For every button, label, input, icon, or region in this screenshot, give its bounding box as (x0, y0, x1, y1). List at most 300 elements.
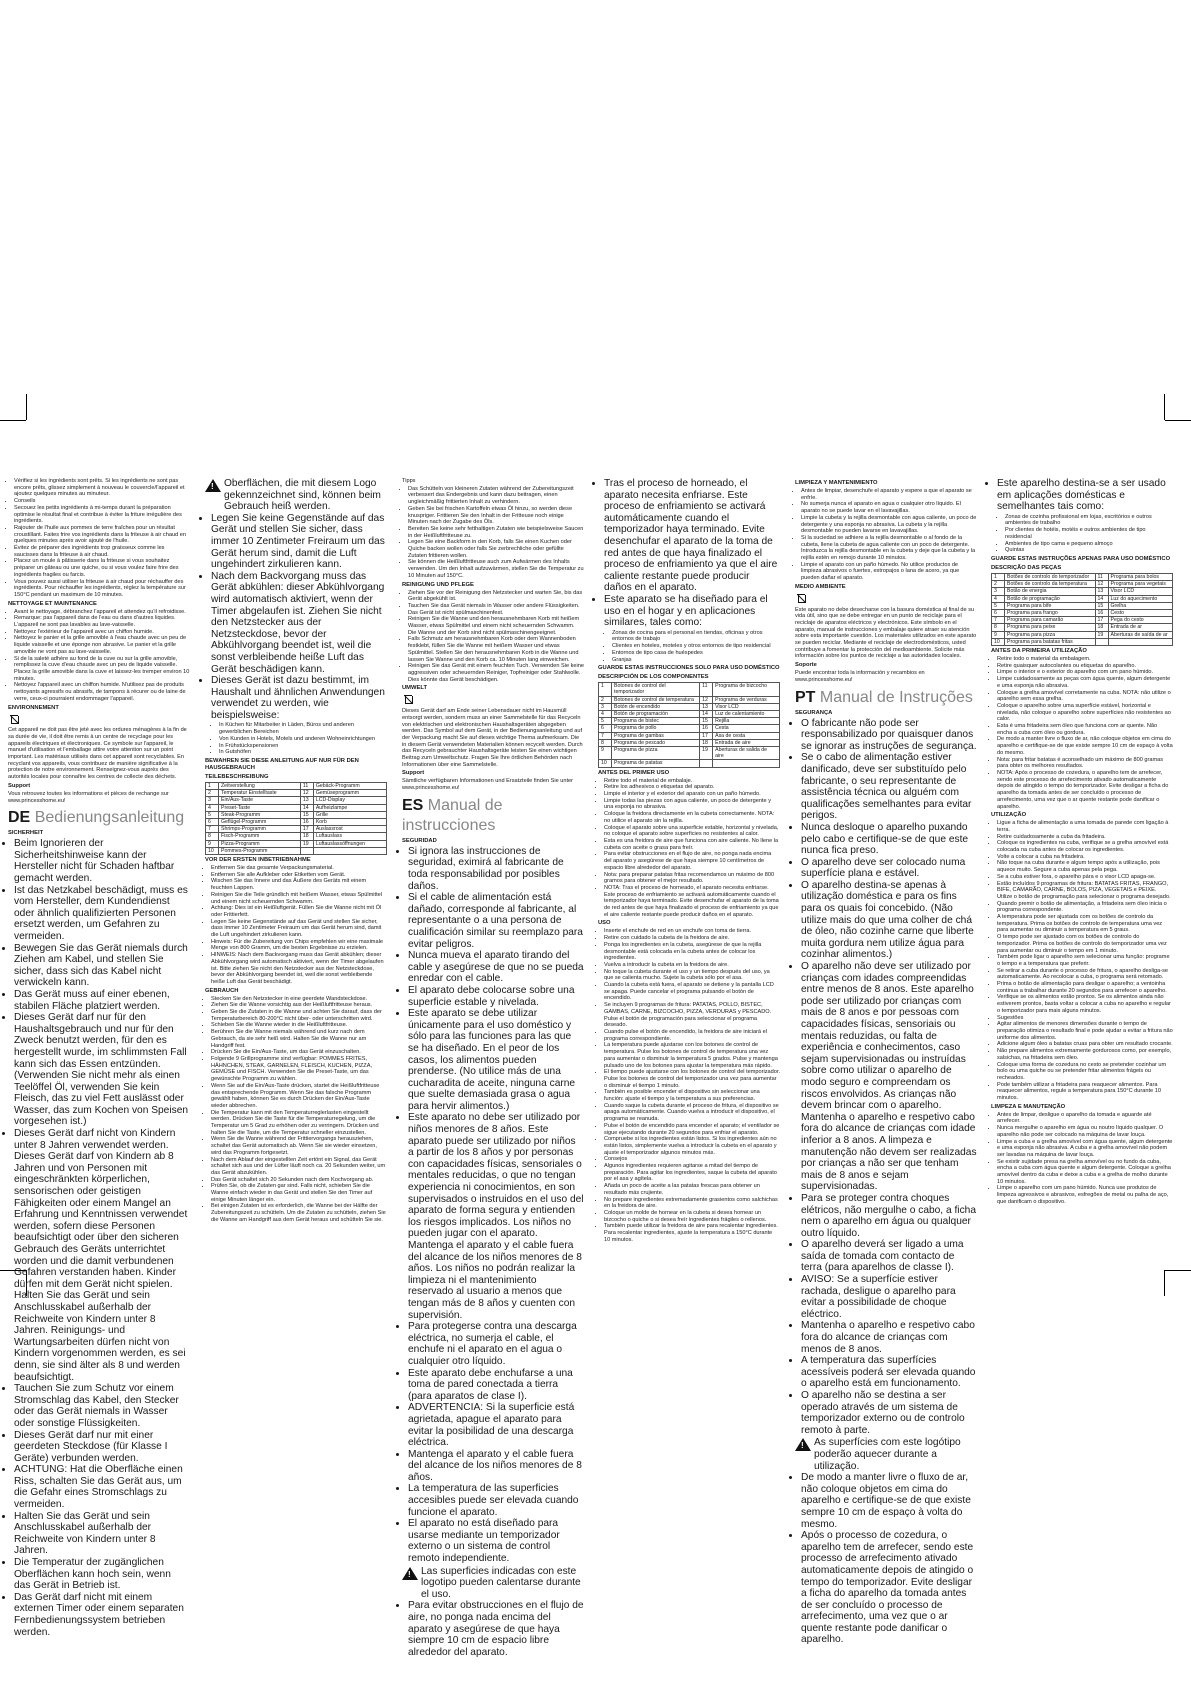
list-item: • No sumerja nunca el aparato en agua o cualquier otro líquido. El aparato no se puede lavar en el lavavajillas. (801, 501, 977, 514)
list-item: • Hinweis: Für die Zubereitung von Chips empfehlen wir eine maximale Menge von 800 Gramm, um die besten Ergebnisse zu erzielen. (211, 939, 387, 952)
de3-support-heading: Support (402, 770, 425, 777)
de2-use-heading: GEBRAUCH (205, 987, 239, 994)
list-item: • Prüfen Sie, ob die Zutaten gar sind. Falls nicht, schieben Sie die Wanne einfach wieder in das Gerät und stellen Sie den Timer auf einige Minuten länger ein. (211, 1183, 387, 1203)
list-item: • Ziehen Sie vor der Reinigung den Netzstecker und warten Sie, bis das Gerät abgekühlt ist. (408, 590, 584, 603)
table-cell: Programa para pizza (1005, 631, 1096, 638)
list-item: • O aparelho não se destina a ser operado através de um sistema de temporizador externo ou de controlo remoto à parte. (801, 1390, 977, 1436)
list-item: • ACHTUNG: Hat die Oberfläche einen Riss, schalten Sie das Gerät aus, um die Gefahr eines Stromschlags zu vermeiden. (14, 1464, 190, 1510)
list-item: • In Küchen für Mitarbeiter in Läden, Büros und anderen gewerblichen Bereichen (219, 722, 387, 735)
table-row (206, 811, 387, 818)
table-cell: Programa de pollo (612, 725, 700, 732)
list-item: • Nunca desloque o aparelho puxando pelo cabo e certifique-se de que este nunca fica preso. (801, 822, 977, 857)
list-item: • Das Schütteln von kleineren Zutaten während der Zubereitungszeit verbessert das Endergebnis und kann dazu beitragen, einen ungleichmäßig frittierten Inhalt zu verhindern. (408, 486, 584, 506)
table-cell: 7 (599, 732, 612, 739)
table-cell: Visor LCD (1108, 588, 1172, 595)
de-warn-text: Oberflächen, die mit diesem Logo gekennzeichnet sind, können beim Gebrauch heiß werden. (224, 478, 381, 513)
list-item: • Se o cabo de alimentação estiver danificado, deve ser substituído pelo fabricante, o seu representante de assistência técnica ou alguém com qualificações semelhantes para evitar perigos. (801, 752, 977, 822)
table-cell: 17 (1095, 617, 1108, 624)
table-cell: 10 (992, 638, 1005, 645)
column-es-2 (598, 478, 780, 1263)
table-cell: Pega do cesto (1108, 617, 1172, 624)
pt-safety-list (795, 718, 977, 1437)
table-row (599, 683, 780, 696)
de2-use-list (205, 996, 387, 1224)
es4-safety-list (598, 478, 780, 629)
list-item: • Se existir sujidade presa na grelha amovível ou no fundo da cuba, encha a cuba com água quente e algum detergente. Coloque a grelha amovível dentro da cuba e deixe a cuba e a grelha de molho durante 10 minutos. (997, 1159, 1173, 1186)
list-item: • Dieses Gerät darf nicht von Kindern unter 8 Jahren verwendet werden. Dieses Gerät darf von Kindern ab 8 Jahren und von Personen mit eingeschränkten körperlichen, sensorischen oder geistigen Fähigkeiten oder einem Mangel an Erfahrung und Kenntnissen verwendet werden, sofern diese Personen beaufsichtigt oder über den sicheren Gebrauch des Geräts unterrichtet worden und die damit verbundenen Gefahren verstanden haben. Kinder dürfen mit dem Gerät nicht spielen. Halten Sie das Gerät und sein Anschlusskabel außerhalb der Reichweite von Kindern unter 8 Jahren. Reinigungs- und Wartungsarbeiten dürfen nicht von Kindern vorgenommen werden, es sei denn, sie sind älter als 8 und werden beaufsichtigt. (14, 1128, 190, 1383)
list-item: • A temperatura das superfícies acessíveis poderá ser elevada quando o aparelho está em funcionamento. (801, 1355, 977, 1390)
table-cell: Entrada de aire (713, 739, 780, 746)
table-cell: Cesto (1108, 610, 1172, 617)
list-item: • Si de la saleté adhère au fond de la cuve ou sur la grille amovible, remplissez la cuve d'eau chaude avec un peu de liquide vaisselle. Placez la grille amovible dans la cuve et laissez-les tremper environ 10 minutes. (14, 656, 190, 683)
list-item: • Também pode ligar o aparelho sem selecionar uma função: programe o tempo e a temperatura que preferir. (997, 954, 1173, 967)
list-item: • Coloque os ingredientes na cuba, verifique se a grelha amovível está colocada na cuba antes de colocar os ingredientes. (997, 840, 1173, 853)
pt6-use-list (991, 820, 1173, 1102)
table-row (992, 638, 1173, 645)
table-cell: Aufheizlampe (313, 804, 386, 811)
list-item: • Retire todo o material da embalagem. (997, 656, 1173, 663)
wheelie-bin-icon (404, 694, 412, 704)
table-cell: 17 (700, 732, 713, 739)
warning-triangle-icon (795, 1438, 811, 1451)
list-item: • NOTA: Tras el proceso de horneado, el aparato necesita enfriarse. Este proceso de enfriamiento se activará automáticamente cuando el temporizador haya terminado. Evite desenchufar el aparato de la toma de red antes de que haya finalizado el proceso de enfriamiento ya que el aire caliente restante puede producir daños en el aparato. (604, 885, 780, 919)
list-item: • Retire con cuidado la cubeta de la freidora de aire. (604, 935, 780, 942)
list-item: • Wenn Sie die Wanne während der Frittiervorgangs herausziehen, schaltet das Gerät automatisch ab. Wenn Sie sie wieder einsetzen, wird das Programm fortgesetzt. (211, 1136, 387, 1156)
table-row (992, 617, 1173, 624)
list-item: • Se incluyen 9 programas de fritura: PATATAS, POLLO, BISTEC, GAMBAS, CARNE, BIZCOCHO, PIZZA, VERDURAS y PESCADO. Pulse el botón de programación para seleccionar el programa deseado. (604, 1002, 780, 1029)
list-item: • Legen Sie eine Backform in den Korb, falls Sie einen Kuchen oder Quiche backen wollen oder falls Sie zerbrechliche oder gefüllte Zutaten frittieren wollen. (408, 539, 584, 559)
list-item: • Dieses Gerät darf nur für den Haushaltsgebrauch und nur für den Zweck benutzt werden, für den es hergestellt wurde, im schlimmsten Fall kann sich das Essen entzünden. (Verwenden Sie nicht mehr als einen Teelöffel Öl, verwenden Sie kein Fleisch, das zu viel Fett auslässt oder Wasser, das zum Kochen von Speisen vorgesehen ist.) (14, 1012, 190, 1128)
list-item: • Rajouter de l'huile aux pommes de terre fraîches pour un résultat croustillant. Faites frire vos ingrédients dans la friteuse à air chaud en quelques minutes après avoir ajouté de l'huile. (14, 525, 190, 545)
list-item: • Este aparato se debe utilizar únicamente para el uso doméstico y sólo para las funciones para las que se ha diseñado. En el peor de los casos, los alimentos pueden prenderse. (No utilice más de una cucharadita de aceite, ninguna carne que suelte demasiada grasa o agua para hervir alimentos.) (408, 1008, 584, 1112)
list-item: • Vérifiez si les ingrédients sont prêts. Si les ingrédients ne sont pas encore prêts, glissez simplement à nouveau le couvercle/l'appareil et ajoutez quelques minutes au minuteur. (14, 478, 190, 498)
list-item: • Consejos (604, 1156, 780, 1163)
table-cell: Botón de encendido (612, 703, 700, 710)
table-cell (1108, 638, 1172, 645)
list-item: • Antes de limpar, desligue o aparelho da tomada e aguarde até arrefecer. (997, 1112, 1173, 1125)
fr-env-text: Cet appareil ne doit pas être jeté avec les ordures ménagères à la fin de sa durée de vie, il doit être remis à un centre de recyclage pour les appareils électriques et électroniques. Ce symbole sur l'appareil, le manuel d'utilisation et l'emballage attire votre attention sur un point important. Les matériaux utilisés dans cet appareil sont recyclables. En recyclant vos appareils, vous contribuez de manière significative à la protection de notre environnement. Renseignez-vous auprès des autorités locales pour connaître les centres de collecte des déchets. (8, 727, 187, 781)
table-cell: 5 (599, 718, 612, 725)
list-item: • Sugestões (997, 1015, 1173, 1022)
table-cell: Programa de gambas (612, 732, 700, 739)
es-title-rest: Manual de instrucciones (402, 796, 503, 834)
table-cell: 9 (599, 747, 612, 760)
list-item: • Falls Schmutz am herausnehmbaren Korb oder dem Wannenboden festklebt, füllen Sie die Wanne mit heißem Wasser und etwas Spülmittel. Stellen Sie den herausnehmbaren Korb in die Wanne und lassen Sie Wanne und den Korb ca. 10 Minuten lang einweichen. (408, 636, 584, 663)
table-cell: 5 (992, 602, 1005, 609)
table-cell: 4 (599, 711, 612, 718)
column-fr-de (8, 478, 190, 1638)
de2-parts-table (205, 782, 387, 855)
table-cell: 6 (206, 819, 219, 826)
list-item: • Agitar alimentos de menores dimensões durante o tempo de preparação otimiza o resultado final e pode ajudar a evitar a fritura não uniforme dos alimentos. (997, 1021, 1173, 1041)
es5-env-heading: MEDIO AMBIENTE (795, 583, 846, 590)
pt-warn-after-item: • De modo a manter livre o fluxo de ar, não coloque objetos em cima do aparelho e certifique-se de que existe sempre 10 cm de espaço à volta do mesmo. (801, 1472, 977, 1530)
list-item: • Entfernen Sie alle Aufkleber oder Etiketten vom Gerät. (211, 872, 387, 879)
table-cell: Aberturas de salida de aire (713, 747, 780, 760)
table-cell: Luz de calentamiento (713, 711, 780, 718)
table-cell: 19 (700, 747, 713, 760)
list-item: • Quando premir o botão de alimentação, a fritadeira sem óleo inicia o programa correspondente. (997, 901, 1173, 914)
de3-clean-heading: REINIGUNG UND PFLEGE (402, 581, 474, 588)
list-item: • Bei einigen Zutaten ist es erforderlich, die Wanne bei der Hälfte der Zubereitungszeit zu schütteln. Um die Zutaten zu schütteln, ziehen Sie die Wanne am Handgriff aus dem Gerät heraus und schütteln Sie sie. (211, 1203, 387, 1223)
list-item: • Cuando pulse el botón de encendido, la freidora de aire iniciará el programa correspondiente. (604, 1029, 780, 1042)
list-item: • Évitez de préparer des ingrédients trop graisseux comme les saucisses dans la friteuse à air chaud. (14, 545, 190, 558)
list-item: • Compruebe si los ingredientes están listos. Si los ingredientes aún no están listos, simplemente vuelva a introducir la cubeta en el aparato y ajuste el temporizador algunos minutos más. (604, 1136, 780, 1156)
table-row (206, 804, 387, 811)
table-cell: Steak-Programm (219, 811, 301, 818)
list-item: • Nach dem Backvorgang muss das Gerät abkühlen: dieser Abkühlvorgang wird automatisch aktiviert, wenn der Timer abgelaufen ist. Ziehen Sie nicht den Netzstecker aus der Netzsteckdose, bevor der Abkühlvorgang beendet ist, weil die sonst verbleibende heiße Luft das Gerät beschädigen kann. (211, 571, 387, 675)
es5-support-text: Puede encontrar toda la información y recambios en www.princesshome.eu! (795, 670, 925, 683)
list-item: • El aparato debe colocarse sobre una superficie estable y nivelada. (408, 985, 584, 1008)
list-item: • Drücken Sie die Ein/Aus-Taste, um das Gerät einzuschalten. (211, 1049, 387, 1056)
table-cell: 6 (992, 610, 1005, 617)
table-cell: Programa para peixe (1005, 624, 1096, 631)
list-item: • Tras el proceso de horneado, el aparato necesita enfriarse. Este proceso de enfriamiento se activará automáticamente cuando el temporizador haya terminado. Evite desenchufar el aparato de la toma de red antes de que haya finalizado el proceso de enfriamiento ya que el aire caliente restante puede producir daños en el aparato. (604, 478, 780, 594)
table-cell: 13 (1095, 588, 1108, 595)
table-row (992, 624, 1173, 631)
list-item: • Algunos ingredientes requieren agitarse a mitad del tiempo de preparación. Para agitar los ingredientes, saque la cubeta del aparato por el asa y agítela. (604, 1163, 780, 1183)
table-cell: Fisch-Programm (219, 833, 301, 840)
crop-mark (1165, 420, 1191, 421)
table-cell: 14 (1095, 595, 1108, 602)
list-item: • Retire todo el material de embalaje. (604, 778, 780, 785)
list-item: • Retire cuidadosamente a cuba da fritadeira. (997, 834, 1173, 841)
table-row (206, 826, 387, 833)
table-cell: Programa para vegetais (1108, 581, 1172, 588)
table-row (599, 718, 780, 725)
pt6-clean-list (991, 1112, 1173, 1206)
list-item: • O aparelho deverá ser ligado a uma saída de tomada com contacto de terra (para aparelhos de classe I). (801, 1239, 977, 1274)
table-cell: 8 (599, 739, 612, 746)
list-item: • Geben Sie bei frischen Kartoffeln etwas Öl hinzu, so werden diese knuspriger. Frittieren Sie den Inhalt in der Fritteuse noch einige Minuten nach der Zugabe des Öls. (408, 506, 584, 526)
list-item: • Limpe cuidadosamente as peças com água quente, algum detergente e uma esponja não abrasiva. (997, 676, 1173, 689)
list-item: • Este aparato se ha diseñado para el uso en el hogar y en aplicaciones similares, tales como: (604, 594, 780, 629)
list-item: • Granjas (612, 657, 780, 664)
table-cell: Luftauslass (313, 833, 386, 840)
table-cell: Botão de energia (1005, 588, 1096, 595)
list-item: • Ist das Netzkabel beschädigt, muss es vom Hersteller, dem Kundendienst oder ähnlich qualifizierten Personen ersetzt werden, um Gefahren zu vermeiden. (14, 885, 190, 943)
table-cell: Botones de control del temporizador (612, 683, 700, 696)
table-row (599, 725, 780, 732)
table-cell: 11 (700, 683, 713, 696)
list-item: • Limpe o aparelho com um pano húmido. Nunca use produtos de limpeza agressivos e abrasivos, esfregões de metal ou palha de aço, que danificam o dispositivo. (997, 1185, 1173, 1205)
table-cell: Programa de bistec (612, 718, 700, 725)
table-cell: Rejilla (713, 718, 780, 725)
list-item: • Vuelva a introducir la cubeta en la freidora de aire. (604, 962, 780, 969)
pt-hot-surface-warning (795, 1437, 977, 1472)
pt6-safety-list (991, 478, 1173, 513)
table-cell: Korb (313, 819, 386, 826)
de2-parts-heading: TEILEBESCHREIBUNG (205, 773, 269, 780)
crop-mark (26, 394, 27, 420)
de-lang-code: DE (8, 809, 31, 827)
list-item: • Nettoyez l'extérieur de l'appareil avec un chiffon humide. (14, 629, 190, 636)
list-item: • Cuando saque la cubeta durante el proceso de fritura, el dispositivo se apaga automáticamente. Cuando vuelva a introducir el dispositivo, el programa se reanuda. (604, 1103, 780, 1123)
list-item: • Para protegerse contra una descarga eléctrica, no sumerja el cable, el enchufe ni el aparato en el agua o cualquier otro líquido. (408, 1321, 584, 1367)
table-cell: 14 (300, 804, 313, 811)
table-row (599, 732, 780, 739)
list-item: • A temperatura pode ser ajustada com os botões de controlo da temperatura. Prima os botões de controlo de temperatura uma vez para aumentar ou diminuir a temperatura em 5 graus. (997, 914, 1173, 934)
list-item: • NOTA: Após o processo de cozedura, o aparelho tem de arrefecer, sendo este processo de arrefecimento ativado automaticamente depois de atingido o tempo do temporizador. Evite desligar a ficha do aparelho da tomada antes de ser concluído o processo de arrefecimento, uma vez que o ar quente restante pode danificar o aparelho. (997, 770, 1173, 810)
pt6-parts-heading: DESCRIÇÃO DAS PEÇAS (991, 565, 1062, 571)
list-item: • Das Gerät schaltet sich 20 Sekunden nach dem Kochvorgang ab. (211, 1177, 387, 1184)
column-de-es (402, 478, 584, 1658)
list-item: • Verifique se os alimentos estão prontos. Se os alimentos ainda não estiverem prontos, basta voltar a colocar a cuba no aparelho e regular o temporizador para mais alguns minutos. (997, 994, 1173, 1014)
pt-safety-heading: SEGURANÇA (795, 709, 833, 716)
table-cell: 19 (1095, 631, 1108, 638)
es-safety-heading: SEGURIDAD (402, 837, 437, 844)
table-cell: Luftauslassöffnungen (313, 840, 386, 847)
list-item: • Zonas de cozinha profissional em lojas, escritórios e outros ambientes de trabalho (1005, 514, 1173, 527)
wheelie-bin-icon (797, 593, 805, 603)
table-cell: 14 (700, 711, 713, 718)
fr-env-heading: ENVIRONNEMENT (8, 704, 59, 711)
table-cell: 18 (700, 739, 713, 746)
fr-support-heading: Support (8, 782, 31, 789)
column-de-2 (205, 478, 387, 1263)
list-item: • Inserte el enchufe de red en un enchufe con toma de tierra. (604, 928, 780, 935)
table-cell: Cesta (713, 725, 780, 732)
list-item: • Die Temperatur der zugänglichen Oberflächen kann hoch sein, wenn das Gerät in Betrieb ist. (14, 1557, 190, 1592)
list-item: • Tauchen Sie zum Schutz vor einem Stromschlag das Kabel, den Stecker oder das Gerät niemals in Wasser oder sonstige Flüssigkeiten. (14, 1383, 190, 1429)
table-cell: Entrada de ar (1108, 624, 1172, 631)
de-hot-surface-warning (205, 478, 387, 513)
list-item: • AVISO: Se a superfície estiver rachada, desligue o aparelho para evitar a possibilidade de choque eléctrico. (801, 1274, 977, 1320)
list-item: • O aparelho deve ser colocado numa superfície plana e estável. (801, 857, 977, 880)
crop-mark (1164, 394, 1165, 420)
list-item: • Mantenga el aparato y el cable fuera del alcance de los niños menores de 8 años. (408, 1449, 584, 1484)
list-item: • Dieses Gerät ist dazu bestimmt, im Haushalt und ähnlichen Anwendungen verwendet zu werden, wie beispielsweise: (211, 675, 387, 721)
table-cell (700, 760, 713, 767)
table-cell: LCD-Display (313, 797, 386, 804)
list-item: • Nach dem Ablauf der eingestellten Zeit ertönt ein Signal, das Gerät schaltet sich aus und der Lüfter läuft noch ca. 20 Sekunden weiter, um das Gerät abzukühlen. (211, 1157, 387, 1177)
list-item: • El tiempo puede ajustarse con los botones de control del temporizador. Pulse los botones de control del temporizador una vez para aumentar o disminuir el tiempo 1 minuto. (604, 1069, 780, 1089)
list-item: • Coloque la freidora directamente en la cubeta correctamente. NOTA: no utilice el aparato sin la rejilla. (604, 811, 780, 824)
table-row (206, 819, 387, 826)
list-item: • Achtung: Dies ist ein Heißluftgerät. Füllen Sie die Wanne nicht mit Öl oder Frittierfett. (211, 905, 387, 918)
list-item: • Nettoyez le panier et la grille amovible à l'eau chaude avec un peu de liquide vaisselle et une éponge non abrasive. Le panier et la grille amovible ne vont pas au lave-vaisselle. (14, 635, 190, 655)
table-cell (313, 847, 386, 854)
table-cell: Gebäck-Programm (313, 782, 386, 789)
table-cell: Pommes-Programm (219, 847, 301, 854)
table-row (599, 760, 780, 767)
es4-parts-heading: DESCRIPCIÓN DE LOS COMPONENTES (598, 674, 709, 681)
list-item: • Von Kunden in Hotels, Motels und anderen Wohneinrichtungen (219, 736, 387, 743)
list-item: • Pode também utilizar a fritadeira para reaquecer alimentos. Para reaquecer alimentos, regule a temperatura para 150°C durante 10 minutos. (997, 1082, 1173, 1102)
crop-mark (0, 420, 26, 421)
list-item: • Nettoyez l'appareil avec un chiffon humide. N'utilisez pas de produits nettoyants agressifs ou abrasifs, de tampons à récurer ou de laine de verre, ceux-ci pourraient endommager l'appareil. (14, 682, 190, 702)
de2-first-list (205, 865, 387, 986)
list-item: • Cuando la cubeta está fuera, el aparato se detiene y la pantalla LCD se apaga. Puede cancelar el programa pulsando el botón de encendido. (604, 982, 780, 1002)
de3-support-text: Sämtliche verfügbaren Informationen und Ersatzteile finden Sie unter www.princesshome.eu! (402, 778, 574, 792)
list-item: • Placez un moule à pâtisserie dans la friteuse si vous souhaitez préparer un gâteau ou une quiche, ou si vous voulez faire frire des ingrédients fragiles ou farcis. (14, 558, 190, 578)
table-cell: 10 (206, 847, 219, 854)
list-item: • Añada un poco de aceite a las patatas frescas para obtener un resultado más crujiente. (604, 1183, 780, 1196)
fr-clean-heading: NETTOYAGE ET MAINTENANCE (8, 600, 97, 607)
table-cell: Shrimps-Programm (219, 826, 301, 833)
table-cell: Programa para bolos (1108, 574, 1172, 581)
list-item: • Secouez les petits ingrédients à mi-temps durant la préparation optimise le résultat final et contribue à éviter la friture irrégulière des ingrédients. (14, 505, 190, 525)
list-item: • Antes de limpiar, desenchufe el aparato y espere a que el aparato se enfríe. (801, 488, 977, 501)
table-cell: 2 (206, 790, 219, 797)
table-cell: 12 (700, 696, 713, 703)
fr-support-text: Vous retrouvez toutes les informations et pièces de rechange sur www.princesshome.eu! (8, 790, 169, 804)
table-row (992, 595, 1173, 602)
table-cell: 11 (300, 782, 313, 789)
table-cell: 17 (300, 826, 313, 833)
list-item: • Esta es una freidora de aire que funciona con aire caliente. No llene la cubeta con aceite o grasa para freír. (604, 838, 780, 851)
table-cell: Programa de verduras (713, 696, 780, 703)
table-cell (300, 847, 313, 854)
table-cell: Programa para bife (1005, 602, 1096, 609)
table-cell: 19 (300, 840, 313, 847)
table-cell: 16 (700, 725, 713, 732)
list-item: • La temperatura de las superficies accesibles puede ser elevada cuando funcione el aparato. (408, 1483, 584, 1518)
list-item: • Retire quaisquer autocolantes ou etiquetas do aparelho. (997, 663, 1173, 670)
table-cell: Botões de controlo do temporizador (1005, 574, 1096, 581)
table-cell: 7 (206, 826, 219, 833)
list-item: • Limpe o interior e o exterior do aparelho com um pano húmido. (997, 669, 1173, 676)
table-cell: Botones de control de temperatura (612, 696, 700, 703)
table-cell: 18 (300, 833, 313, 840)
pt6-first-list (991, 656, 1173, 810)
list-item: • Das Gerät muss auf einer ebenen, stabilen Fläche platziert werden. (14, 989, 190, 1012)
list-item: • También puede utilizar la freidora de aire para recalentar ingredientes. Para recalentar ingredientes, ajuste la temperatura a 150°C durante 10 minutos. (604, 1223, 780, 1243)
de-safety-heading: SICHERHEIT (8, 830, 44, 837)
list-item: • Para evitar obstrucciones en el flujo de aire, no ponga nada encima del aparato y asegúrese de que haya siempre 10 centímetros de espacio libre alrededor del aparato. (604, 851, 780, 871)
table-cell: 7 (992, 617, 1005, 624)
table-row (206, 782, 387, 789)
table-cell: Preset-Taste (219, 804, 301, 811)
list-item: • Limpe a cuba e a grelha amovível com água quente, algum detergente e uma esponja não abrasiva. A cuba e a grelha amovível não podem ser lavadas na máquina de lavar louça. (997, 1139, 1173, 1159)
table-cell: Aberturas de saída de ar (1108, 631, 1172, 638)
table-cell: 10 (599, 760, 612, 767)
list-item: • Coloque un molde de hornear en la cubeta si desea hornear un bizcocho o quiche o si desea freír ingredientes frágiles o rellenos. (604, 1210, 780, 1223)
list-item: • Ambientes de tipo cama e pequeno almoço (1005, 541, 1173, 548)
list-item: • Geben Sie die Zutaten in die Wanne und achten Sie darauf, dass der Temperaturbereich 80-200°C nicht über- oder unterschritten wird. (211, 1009, 387, 1022)
column-pt-2 (991, 478, 1173, 1263)
de-title-rest: Bedienungsanleitung (34, 809, 185, 827)
table-row (206, 847, 387, 854)
es4-first-heading: ANTES DEL PRIMER USO (598, 769, 670, 776)
list-item: • In Frühstückspensionen (219, 743, 387, 750)
table-cell: 1 (206, 782, 219, 789)
list-item: • De modo a manter livre o fluxo de ar, não coloque objetos em cima do aparelho e certifique-se de que existe sempre 10 cm de espaço à volta do mesmo. (997, 736, 1173, 756)
de3-env-heading: UMWELT (402, 685, 428, 692)
es-safety-list (402, 846, 584, 1565)
table-cell: Programa de pescado (612, 739, 700, 746)
table-cell: 8 (992, 624, 1005, 631)
pt6-clean-heading: LIMPEZA E MANUTENÇÃO (991, 1103, 1066, 1110)
es4-first-list (598, 778, 780, 919)
es-warn-after-list (402, 1600, 584, 1658)
es5-clean-list (795, 488, 977, 582)
list-item: • O fabricante não pode ser responsabilizado por quaisquer danos se ignorar as instruções de segurança. (801, 718, 977, 753)
table-cell: 16 (1095, 610, 1108, 617)
list-item: • Reinigen Sie die Wanne und den herausnehmbaren Korb mit heißem Wasser, etwas Spülmittel und einem nicht scheuernden Schwamm. Die Wanne und der Korb sind nicht spülmaschinengeeignet. (408, 616, 584, 636)
list-item: • Si ignora las instrucciones de seguridad, eximirá al fabricante de toda responsabilidad por posibles daños. (408, 846, 584, 892)
list-item: • Ligue a ficha de alimentação a uma tomada de parede com ligação à terra. (997, 820, 1173, 833)
table-cell: Geflügel-Programm (219, 819, 301, 826)
list-item: • Legen Sie keine Gegenstände auf das Gerät und stellen Sie sicher, dass immer 10 Zentimeter Freiraum um das Gerät herum sind, damit die Luft ungehindert zirkulieren kann. (211, 513, 387, 571)
list-item: • Tauchen Sie das Gerät niemals in Wasser oder andere Flüssigkeiten. Das Gerät ist nicht spülmaschinenfest. (408, 603, 584, 616)
table-cell: 1 (992, 574, 1005, 581)
table-row (992, 574, 1173, 581)
list-item: • Sie können die Heißluftfritteuse auch zum Aufwärmen des Inhalts verwenden. Um den Inhalt aufzuwärmen, stellen Sie die Temperatur zu 10 Minuten auf 150°C. (408, 559, 584, 579)
table-cell: Luz do aquecimento (1108, 595, 1172, 602)
list-item: • Não prepare alimentos extremamente gordurosos como, por exemplo, salsichas, na fritadeira sem óleo. (997, 1048, 1173, 1061)
es4-keep-heading: GUARDE ESTAS INSTRUCCIONES SOLO PARA USO DOMÉSTICO (598, 665, 780, 672)
pt6-first-heading: ANTES DA PRIMEIRA UTILIZAÇÃO (991, 648, 1087, 655)
table-row (992, 581, 1173, 588)
table-cell: 13 (700, 703, 713, 710)
table-row (992, 610, 1173, 617)
table-cell: Gemüseprogramm (313, 790, 386, 797)
table-row (599, 703, 780, 710)
table-cell: 15 (1095, 602, 1108, 609)
table-cell: Temperatur Einstelltaste (219, 790, 301, 797)
list-item: • Estão incluídos 9 programas de fritura: BATATAS FRITAS, FRANGO, BIFE, CAMARÃO, CARNE, BOLOS, PIZA, VEGETAIS e PEIXE. Utilize o botão de programação para selecionar o programa desejado. (997, 881, 1173, 901)
warning-triangle-icon (402, 1567, 418, 1580)
es-hot-surface-warning (402, 1566, 584, 1601)
table-cell: Grille (313, 811, 386, 818)
table-cell: 11 (1095, 574, 1108, 581)
table-cell: 6 (599, 725, 612, 732)
list-item: • Quintas (1005, 547, 1173, 554)
es-lang-code: ES (402, 796, 424, 814)
table-cell: Programa para batatas fritas (1005, 638, 1096, 645)
table-cell: Pizza-Programm (219, 840, 301, 847)
list-item: • Stecken Sie den Netzstecker in eine geerdete Wandsteckdose. (211, 996, 387, 1003)
list-item: • Ziehen Sie die Wanne vorsichtig aus der Heißluftfritteuse heraus. (211, 1002, 387, 1009)
list-item: • Esta é uma fritadeira sem óleo que funciona com ar quente. Não encha a cuba com óleo ou gordura. (997, 723, 1173, 736)
list-item: • Coloque o aparelho sobre uma superfície estável, horizontal e nivelada, não coloque o aparelho sobre superfícies não resistentes ao calor. (997, 703, 1173, 723)
es-warn-text: Las superficies indicadas con este logotipo pueden calentarse durante el uso. (421, 1565, 581, 1600)
table-cell: Programa de bizcocho (713, 683, 780, 696)
table-row (206, 797, 387, 804)
de3-tips-list (402, 486, 584, 580)
list-item: • O tempo pode ser ajustado com os botões de controlo do temporizador. Prima os botões de controlo do temporizador uma vez para aumentar ou diminuir o tempo em 1 minuto. (997, 934, 1173, 954)
list-item: • Si la suciedad se adhiere a la rejilla desmontable o al fondo de la cubeta, llene la cubeta de agua caliente con un poco de detergente. Introduzca la rejilla desmontable en la cubeta y deje que la cubeta y la rejilla estén en remojo durante 10 minutos. (801, 535, 977, 562)
list-item: • Bereiten Sie keine sehr fetthaltigen Zutaten wie beispielsweise Saucen in der Heißluftfritteuse zu. (408, 526, 584, 539)
de-safety-list (8, 838, 190, 1638)
list-item: • Limpie la cubeta y la rejilla desmontable con agua caliente, un poco de detergente y una esponja no abrasiva. La cubeta y la rejilla desmontable no pueden lavarse en lavavajillas. (801, 515, 977, 535)
pt6-usage-list (991, 514, 1173, 554)
table-cell: Auslassrost (313, 826, 386, 833)
table-cell: 5 (206, 811, 219, 818)
list-item: • Nota: para fritar batatas é aconselhado um máximo de 800 gramas para obter os melhores resultados. (997, 757, 1173, 770)
table-cell: Ein/Aus-Taste (219, 797, 301, 804)
de2-safety-list (205, 513, 387, 722)
list-item: • Wischen Sie das Innere und das Äußere des Geräts mit einem feuchten Lappen. (211, 878, 387, 891)
list-item: • Die Temperatur kann mit den Temperaturreglerlasten eingestellt werden. Drücken Sie die Taste für die Temperaturregelung, um die Temperatur um 5 Grad zu erhöhen oder zu verringern. Drücken und halten Sie die Taste, um die Temperatur schneller einzustellen. (211, 1110, 387, 1137)
table-cell: 4 (206, 804, 219, 811)
table-cell: Programa para frango (1005, 610, 1096, 617)
de2-usage-list (205, 722, 387, 756)
table-row (992, 602, 1173, 609)
table-row (599, 696, 780, 703)
table-cell: 4 (992, 595, 1005, 602)
list-item: • Este aparato no debe ser utilizado por niños menores de 8 años. Este aparato puede ser utilizado por niños a partir de los 8 años y por personas con capacidades físicas, sensoriales o mentales reducidas, o que no tengan experiencia ni conocimientos, en son supervisados o instruidos en el uso del aparato de forma segura y entienden los riesgos implicados. Los niños no pueden jugar con el aparato. Mantenga el aparato y el cable fuera del alcance de los niños menores de 8 años. Los niños no podrán realizar la limpieza ni el mantenimiento reservado al usuario a menos que tengan más de 8 años y cuenten con supervisión. (408, 1112, 584, 1321)
list-item: • Nunca mueva el aparato tirando del cable y asegúrese de que no se pueda enredar con el cable. (408, 950, 584, 985)
table-cell: 8 (206, 833, 219, 840)
table-cell: 9 (206, 840, 219, 847)
table-cell: 2 (599, 696, 612, 703)
column-es-pt (795, 478, 977, 1646)
table-row (206, 790, 387, 797)
list-item: • Bewegen Sie das Gerät niemals durch Ziehen am Kabel, und stellen Sie sicher, dass sich das Kabel nicht verwickeln kann. (14, 943, 190, 989)
table-cell (713, 760, 780, 767)
